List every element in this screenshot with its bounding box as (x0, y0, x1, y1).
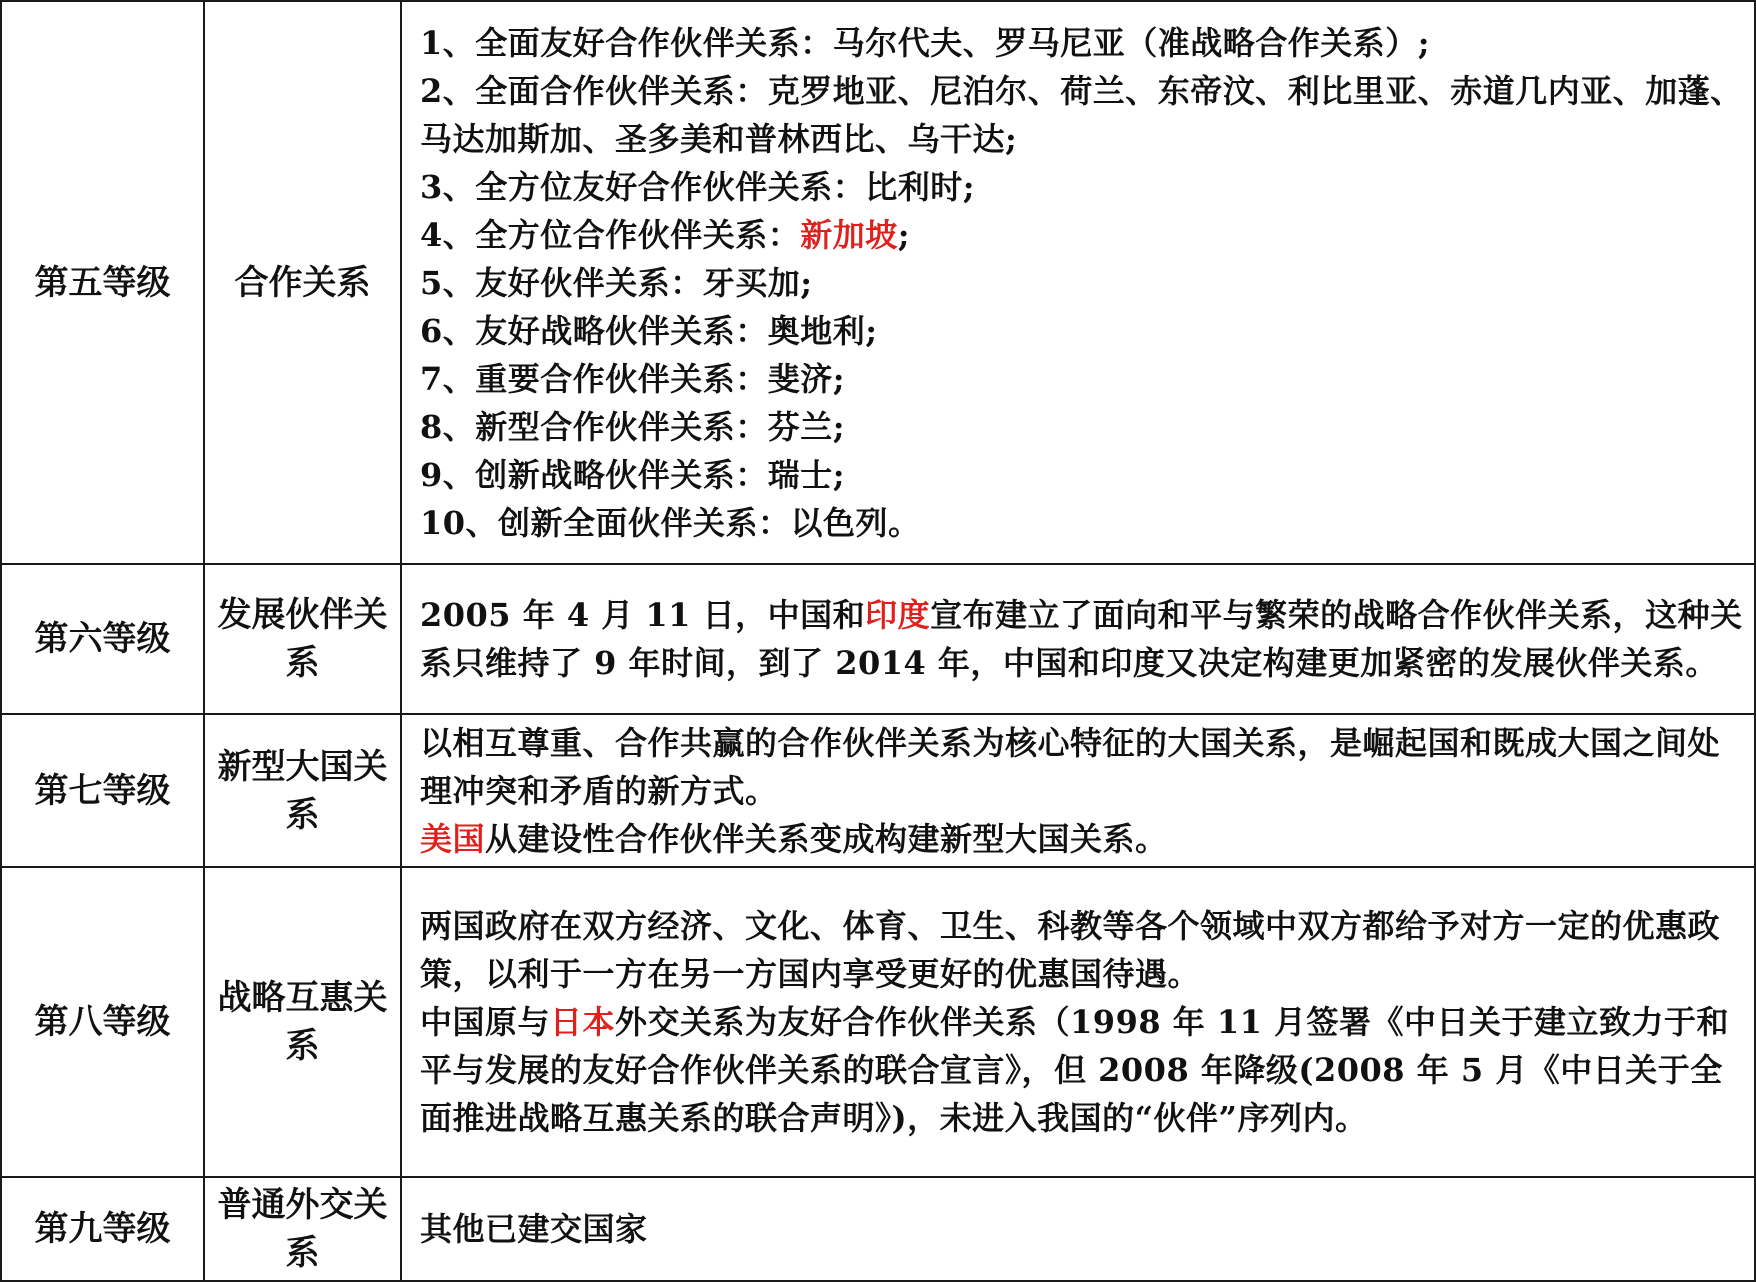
highlighted-country: 美国 (420, 819, 486, 858)
description-line (420, 591, 1744, 687)
description-line (420, 719, 1744, 815)
description-text: 5、友好伙伴关系：牙买加; (420, 263, 813, 302)
table-body (1, 1, 1755, 1281)
description-text: 3、全方位友好合作伙伴关系：比利时; (420, 167, 976, 206)
table-row (1, 1177, 1755, 1281)
description-line (420, 1205, 1744, 1253)
relation-type-cell: 合作关系 (204, 1, 401, 564)
level-cell: 第九等级 (1, 1177, 204, 1281)
description-text: 2、全面合作伙伴关系：克罗地亚、尼泊尔、荷兰、东帝汶、利比里亚、赤道几内亚、加蓬、马达加斯加、圣多美和普林西比、乌干达; (420, 71, 1743, 158)
description-text: 其他已建交国家 (420, 1210, 648, 1248)
level-cell: 第七等级 (1, 714, 204, 867)
description-line (420, 163, 1744, 211)
description-line (420, 499, 1744, 547)
description-text: 两国政府在双方经济、文化、体育、卫生、科教等各个领域中双方都给予对方一定的优惠政策，以利于一方在另一方国内享受更好的优惠国待遇。 (420, 907, 1721, 993)
description-cell (401, 1, 1755, 564)
description-cell (401, 564, 1755, 714)
description-text: 外交关系为友好合作伙伴关系（1998 年 11 月签署《中日关于建立致力于和平与发展的友好合作伙伴关系的联合宣言》，但 2008 年降级(2008 年 5 月《中日关于全面推进战略互惠关系的联合声明》)，未进入我国的“伙伴”序列内。 (420, 1003, 1730, 1137)
description-cell (401, 714, 1755, 867)
relation-type-cell: 普通外交关系 (204, 1177, 401, 1281)
description-text: ; (897, 215, 911, 254)
description-text: 4、全方位合作伙伴关系： (420, 215, 801, 254)
description-line (420, 19, 1744, 67)
description-line (420, 211, 1744, 259)
relation-type-cell: 新型大国关系 (204, 714, 401, 867)
description-line (420, 259, 1744, 307)
relation-type-cell: 战略互惠关系 (204, 867, 401, 1177)
description-line (420, 67, 1744, 163)
level-cell: 第八等级 (1, 867, 204, 1177)
description-text: 以相互尊重、合作共赢的合作伙伴关系为核心特征的大国关系，是崛起国和既成大国之间处理冲突和矛盾的新方式。 (420, 723, 1721, 810)
relation-type-cell: 发展伙伴关系 (204, 564, 401, 714)
description-line (420, 902, 1744, 998)
level-cell: 第六等级 (1, 564, 204, 714)
highlighted-country: 印度 (865, 596, 931, 634)
description-text: 10、创新全面伙伴关系：以色列。 (420, 503, 921, 542)
description-text: 6、友好战略伙伴关系：奥地利; (420, 311, 878, 350)
description-text: 1、全面友好合作伙伴关系：马尔代夫、罗马尼亚（准战略合作关系）; (420, 23, 1431, 62)
description-line (420, 815, 1744, 863)
description-line (420, 307, 1744, 355)
description-text: 中国原与 (420, 1003, 551, 1041)
level-cell: 第五等级 (1, 1, 204, 564)
table-row (1, 867, 1755, 1177)
description-line (420, 403, 1744, 451)
description-cell (401, 867, 1755, 1177)
description-text: 从建设性合作伙伴关系变成构建新型大国关系。 (485, 819, 1168, 858)
table-row (1, 564, 1755, 714)
highlighted-country: 日本 (550, 1003, 616, 1041)
description-text: 8、新型合作伙伴关系：芬兰; (420, 407, 846, 446)
description-line (420, 998, 1744, 1142)
description-line (420, 451, 1744, 499)
highlighted-country: 新加坡 (800, 215, 898, 254)
description-text: 宣布建立了面向和平与繁荣的战略合作伙伴关系，这种关系只维持了 9 年时间，到了 2014 年，中国和印度又决定构建更加紧密的发展伙伴关系。 (420, 596, 1743, 682)
description-text: 9、创新战略伙伴关系：瑞士; (420, 455, 846, 494)
description-text: 7、重要合作伙伴关系：斐济; (420, 359, 846, 398)
description-text: 2005 年 4 月 11 日，中国和 (420, 596, 866, 634)
description-cell (401, 1177, 1755, 1281)
description-line (420, 355, 1744, 403)
table-row (1, 1, 1755, 564)
table-row (1, 714, 1755, 867)
